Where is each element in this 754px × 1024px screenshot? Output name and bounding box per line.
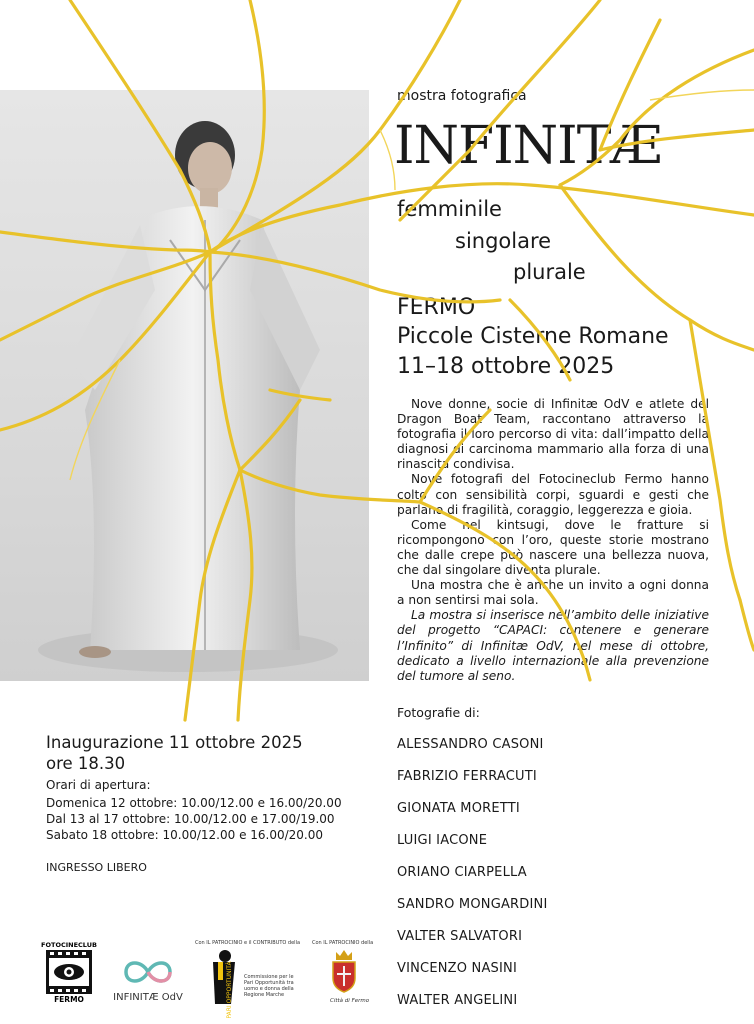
photographer-name: GIONATA MORETTI — [397, 801, 520, 816]
fermo-city-label: Città di Fermo — [330, 998, 370, 1004]
paragraph: Una mostra che è anche un invito a ogni donna a non sentirsi mai sola. — [397, 578, 709, 608]
opening-hours-line: Dal 13 al 17 ottobre: 10.00/12.00 e 17.00/19.00 — [46, 812, 335, 826]
infinitae-logo-text: INFINITÆ OdV — [113, 992, 183, 1003]
inauguration-time: ore 18.30 — [46, 754, 126, 773]
tagline-3: plurale — [513, 260, 586, 284]
opening-hours-line: Domenica 12 ottobre: 10.00/12.00 e 16.00/20.00 — [46, 796, 342, 810]
fotocineclub-logo — [41, 940, 97, 1004]
photographer-name: VALTER SALVATORI — [397, 929, 523, 944]
fermo-crest-icon — [326, 948, 362, 994]
commissione-text: Commissione per le Pari Opportunità tra uomo e donna della Regione Marche — [244, 974, 294, 998]
paragraph: Come nel kintsugi, dove le fratture si ricompongono con l’oro, queste storie mostrano che dalle crepe può nascere una bellezza nuova, che dal singolare diventa plurale. — [397, 517, 709, 578]
photographer-name: SANDRO MONGARDINI — [397, 897, 548, 912]
infinitae-logo — [108, 952, 188, 1004]
paragraph: Nove fotografi del Fotocineclub Fermo hanno colto con sensibilità corpi, sguardi e gesti che parlano di fragilità, coraggio, leggerezza e gioia. — [397, 472, 709, 517]
description-text — [397, 397, 709, 684]
photographer-name: ORIANO CIARPELLA — [397, 865, 527, 880]
photographers-label: Fotografie di: — [397, 705, 480, 720]
photographer-name: FABRIZIO FERRACUTI — [397, 769, 537, 784]
photographer-name: LUIGI IACONE — [397, 833, 488, 848]
photographer-name: ALESSANDRO CASONI — [397, 737, 544, 752]
fotocineclub-bottom-text: FERMO — [54, 995, 84, 1004]
venue-name: Piccole Cisterne Romane — [397, 324, 669, 349]
photographer-name: VINCENZO NASINI — [397, 961, 517, 976]
tagline-1: femminile — [397, 197, 502, 221]
portrait-photo — [0, 90, 369, 681]
patronage-label-1: Con IL PATROCINIO e il CONTRIBUTO della — [195, 940, 301, 946]
italic-note: La mostra si inserisce nell’ambito delle iniziative del progetto “CAPACI: contenere e generare l’Infinito” di Infinitæ OdV, nel mese di ottobre, dedicato a livello internazionale alla prevenzione del tumore al seno. — [397, 608, 709, 683]
pari-opportunita-logo — [205, 948, 241, 1019]
exhibition-subtitle: mostra fotografica — [397, 88, 527, 104]
tagline-2: singolare — [455, 229, 552, 253]
opening-hours-line: Sabato 18 ottobre: 10.00/12.00 e 16.00/20.00 — [46, 828, 324, 842]
exhibition-dates: 11–18 ottobre 2025 — [397, 354, 615, 379]
free-entry-note: INGRESSO LIBERO — [46, 861, 147, 874]
fotocineclub-top-text: FOTOCINECLUB — [41, 941, 97, 949]
photographer-name: WALTER ANGELINI — [397, 993, 518, 1008]
paragraph: Nove donne, socie di Infinitæ OdV e atlete del Dragon Boat Team, raccontano attraverso la fotografia il loro percorso di vita: dall’impatto della diagnosi di carcinoma mammario alla forza di una rinascita condivisa. — [397, 397, 709, 472]
patronage-label-2: Con IL PATROCINIO della — [312, 940, 374, 946]
inauguration-date: Inaugurazione 11 ottobre 2025 — [46, 733, 303, 752]
woman-figure-illustration — [0, 90, 369, 681]
exhibition-title: INFINITÆ — [394, 116, 662, 176]
opening-hours-label: Orari di apertura: — [46, 778, 151, 792]
pari-logo-text: PARI OPPORTUNITÀ — [226, 961, 233, 1019]
city-name: FERMO — [397, 295, 476, 320]
